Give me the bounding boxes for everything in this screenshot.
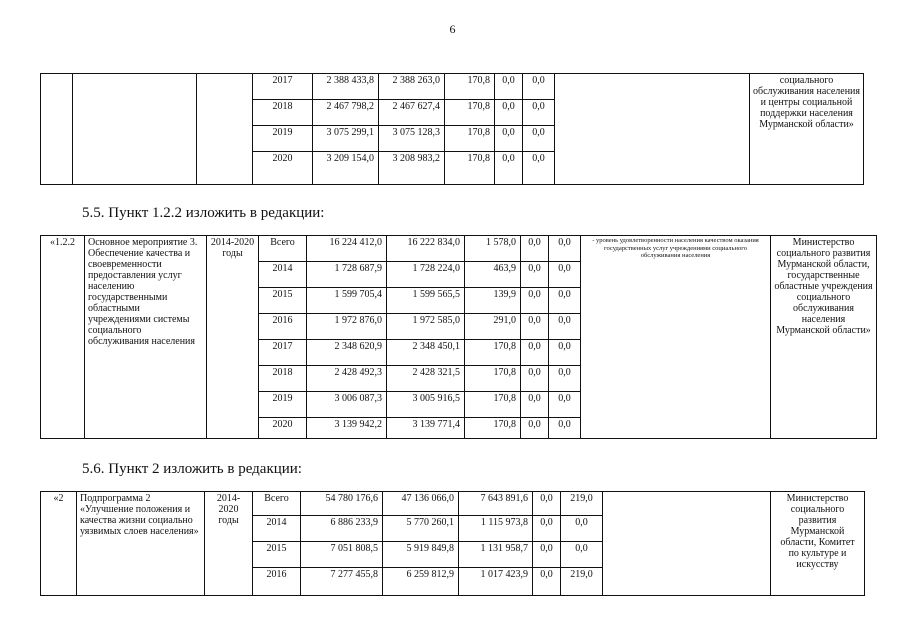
regional-budget-cell: 2 467 627,4 — [379, 100, 445, 126]
name-cell — [73, 74, 197, 185]
year-cell: 2015 — [259, 288, 307, 314]
heading-5-5: 5.5. Пункт 1.2.2 изложить в редакции: — [82, 205, 325, 221]
other-sources-cell: 0,0 — [549, 392, 581, 418]
local-budget-cell: 0,0 — [521, 236, 549, 262]
code-cell: «1.2.2 — [41, 236, 85, 439]
regional-budget-cell: 3 005 916,5 — [387, 392, 465, 418]
indicator-cell: - уровень удовлетворенности населения качеством оказания государственных услуг учреждениями социального обслуживания населения — [581, 236, 771, 439]
item-2-table — [40, 491, 865, 596]
other-sources-cell: 0,0 — [549, 262, 581, 288]
regional-budget-cell: 1 972 585,0 — [387, 314, 465, 340]
federal-budget-cell: 170,8 — [445, 74, 495, 100]
other-sources-cell: 0,0 — [549, 288, 581, 314]
year-cell: Всего — [253, 492, 301, 516]
total-cell: 54 780 176,6 — [301, 492, 383, 516]
other-sources-cell: 0,0 — [549, 340, 581, 366]
total-cell: 16 224 412,0 — [307, 236, 387, 262]
total-cell: 6 886 233,9 — [301, 516, 383, 542]
local-budget-cell: 0,0 — [533, 516, 561, 542]
local-budget-cell: 0,0 — [521, 418, 549, 439]
table-row — [41, 492, 865, 516]
code-cell: «2 — [41, 492, 77, 596]
total-cell: 3 006 087,3 — [307, 392, 387, 418]
regional-budget-cell: 47 136 066,0 — [383, 492, 459, 516]
local-budget-cell: 0,0 — [521, 262, 549, 288]
total-cell: 7 051 808,5 — [301, 542, 383, 568]
federal-budget-cell: 1 578,0 — [465, 236, 521, 262]
local-budget-cell: 0,0 — [521, 366, 549, 392]
executor-cell: Министерство социального развития Мурманской области, государственные областные учреждения социального обслуживания населения Мурманской области» — [771, 236, 877, 439]
federal-budget-cell: 170,8 — [465, 366, 521, 392]
other-sources-cell: 219,0 — [561, 492, 603, 516]
period-cell: 2014-2020 годы — [207, 236, 259, 439]
federal-budget-cell: 1 131 958,7 — [459, 542, 533, 568]
other-sources-cell: 0,0 — [523, 100, 555, 126]
period-cell: 2014-2020 годы — [205, 492, 253, 596]
federal-budget-cell: 170,8 — [465, 392, 521, 418]
other-sources-cell: 0,0 — [523, 152, 555, 185]
year-cell: 2014 — [253, 516, 301, 542]
year-cell: 2017 — [253, 74, 313, 100]
regional-budget-cell: 3 208 983,2 — [379, 152, 445, 185]
other-sources-cell: 0,0 — [549, 314, 581, 340]
local-budget-cell: 0,0 — [495, 74, 523, 100]
indicator-cell — [603, 492, 771, 596]
local-budget-cell: 0,0 — [521, 392, 549, 418]
local-budget-cell: 0,0 — [495, 100, 523, 126]
year-cell: 2016 — [259, 314, 307, 340]
local-budget-cell: 0,0 — [495, 126, 523, 152]
page-number: 6 — [449, 22, 456, 36]
executor-cell: социального обслуживания населения и центры социальной поддержки населения Мурманской области» — [750, 74, 864, 185]
total-cell: 2 467 798,2 — [313, 100, 379, 126]
year-cell: 2019 — [253, 126, 313, 152]
federal-budget-cell: 463,9 — [465, 262, 521, 288]
federal-budget-cell: 1 017 423,9 — [459, 568, 533, 596]
year-cell: 2017 — [259, 340, 307, 366]
federal-budget-cell: 7 643 891,6 — [459, 492, 533, 516]
total-cell: 2 388 433,8 — [313, 74, 379, 100]
total-cell: 3 075 299,1 — [313, 126, 379, 152]
year-cell: 2020 — [259, 418, 307, 439]
federal-budget-cell: 170,8 — [445, 126, 495, 152]
code-cell — [41, 74, 73, 185]
name-cell: Основное мероприятие 3. Обеспечение качества и своевременности предоставления услуг населению государственными областными учреждениями системы социального обслуживания населения — [85, 236, 207, 439]
year-cell: 2018 — [259, 366, 307, 392]
local-budget-cell: 0,0 — [495, 152, 523, 185]
regional-budget-cell: 3 139 771,4 — [387, 418, 465, 439]
federal-budget-cell: 291,0 — [465, 314, 521, 340]
federal-budget-cell: 1 115 973,8 — [459, 516, 533, 542]
total-cell: 3 139 942,2 — [307, 418, 387, 439]
local-budget-cell: 0,0 — [533, 492, 561, 516]
total-cell: 1 599 705,4 — [307, 288, 387, 314]
executor-cell: Министерство социального развития Мурманской области, Комитет по культуре и искусству — [771, 492, 865, 596]
total-cell: 2 428 492,3 — [307, 366, 387, 392]
total-cell: 3 209 154,0 — [313, 152, 379, 185]
regional-budget-cell: 3 075 128,3 — [379, 126, 445, 152]
other-sources-cell: 0,0 — [523, 74, 555, 100]
continuation-table — [40, 73, 864, 185]
indicator-cell — [555, 74, 750, 185]
other-sources-cell: 0,0 — [549, 236, 581, 262]
other-sources-cell: 219,0 — [561, 568, 603, 596]
regional-budget-cell: 5 919 849,8 — [383, 542, 459, 568]
federal-budget-cell: 139,9 — [465, 288, 521, 314]
year-cell: 2016 — [253, 568, 301, 596]
year-cell: 2019 — [259, 392, 307, 418]
local-budget-cell: 0,0 — [533, 568, 561, 596]
item-1-2-2-table — [40, 235, 877, 439]
local-budget-cell: 0,0 — [521, 340, 549, 366]
regional-budget-cell: 6 259 812,9 — [383, 568, 459, 596]
total-cell: 2 348 620,9 — [307, 340, 387, 366]
federal-budget-cell: 170,8 — [445, 100, 495, 126]
regional-budget-cell: 1 728 224,0 — [387, 262, 465, 288]
year-cell: 2020 — [253, 152, 313, 185]
other-sources-cell: 0,0 — [561, 516, 603, 542]
name-cell: Подпрограмма 2 «Улучшение положения и качества жизни социально уязвимых слоев населения» — [77, 492, 205, 596]
year-cell: Всего — [259, 236, 307, 262]
total-cell: 1 728 687,9 — [307, 262, 387, 288]
federal-budget-cell: 170,8 — [445, 152, 495, 185]
federal-budget-cell: 170,8 — [465, 340, 521, 366]
other-sources-cell: 0,0 — [523, 126, 555, 152]
total-cell: 1 972 876,0 — [307, 314, 387, 340]
year-cell: 2015 — [253, 542, 301, 568]
year-cell: 2018 — [253, 100, 313, 126]
regional-budget-cell: 1 599 565,5 — [387, 288, 465, 314]
regional-budget-cell: 2 348 450,1 — [387, 340, 465, 366]
regional-budget-cell: 2 388 263,0 — [379, 74, 445, 100]
local-budget-cell: 0,0 — [521, 288, 549, 314]
regional-budget-cell: 2 428 321,5 — [387, 366, 465, 392]
table-row — [41, 74, 864, 100]
total-cell: 7 277 455,8 — [301, 568, 383, 596]
table-row — [41, 236, 877, 262]
federal-budget-cell: 170,8 — [465, 418, 521, 439]
year-cell: 2014 — [259, 262, 307, 288]
heading-5-6: 5.6. Пункт 2 изложить в редакции: — [82, 461, 302, 477]
period-cell — [197, 74, 253, 185]
other-sources-cell: 0,0 — [561, 542, 603, 568]
other-sources-cell: 0,0 — [549, 366, 581, 392]
regional-budget-cell: 16 222 834,0 — [387, 236, 465, 262]
local-budget-cell: 0,0 — [521, 314, 549, 340]
other-sources-cell: 0,0 — [549, 418, 581, 439]
local-budget-cell: 0,0 — [533, 542, 561, 568]
regional-budget-cell: 5 770 260,1 — [383, 516, 459, 542]
